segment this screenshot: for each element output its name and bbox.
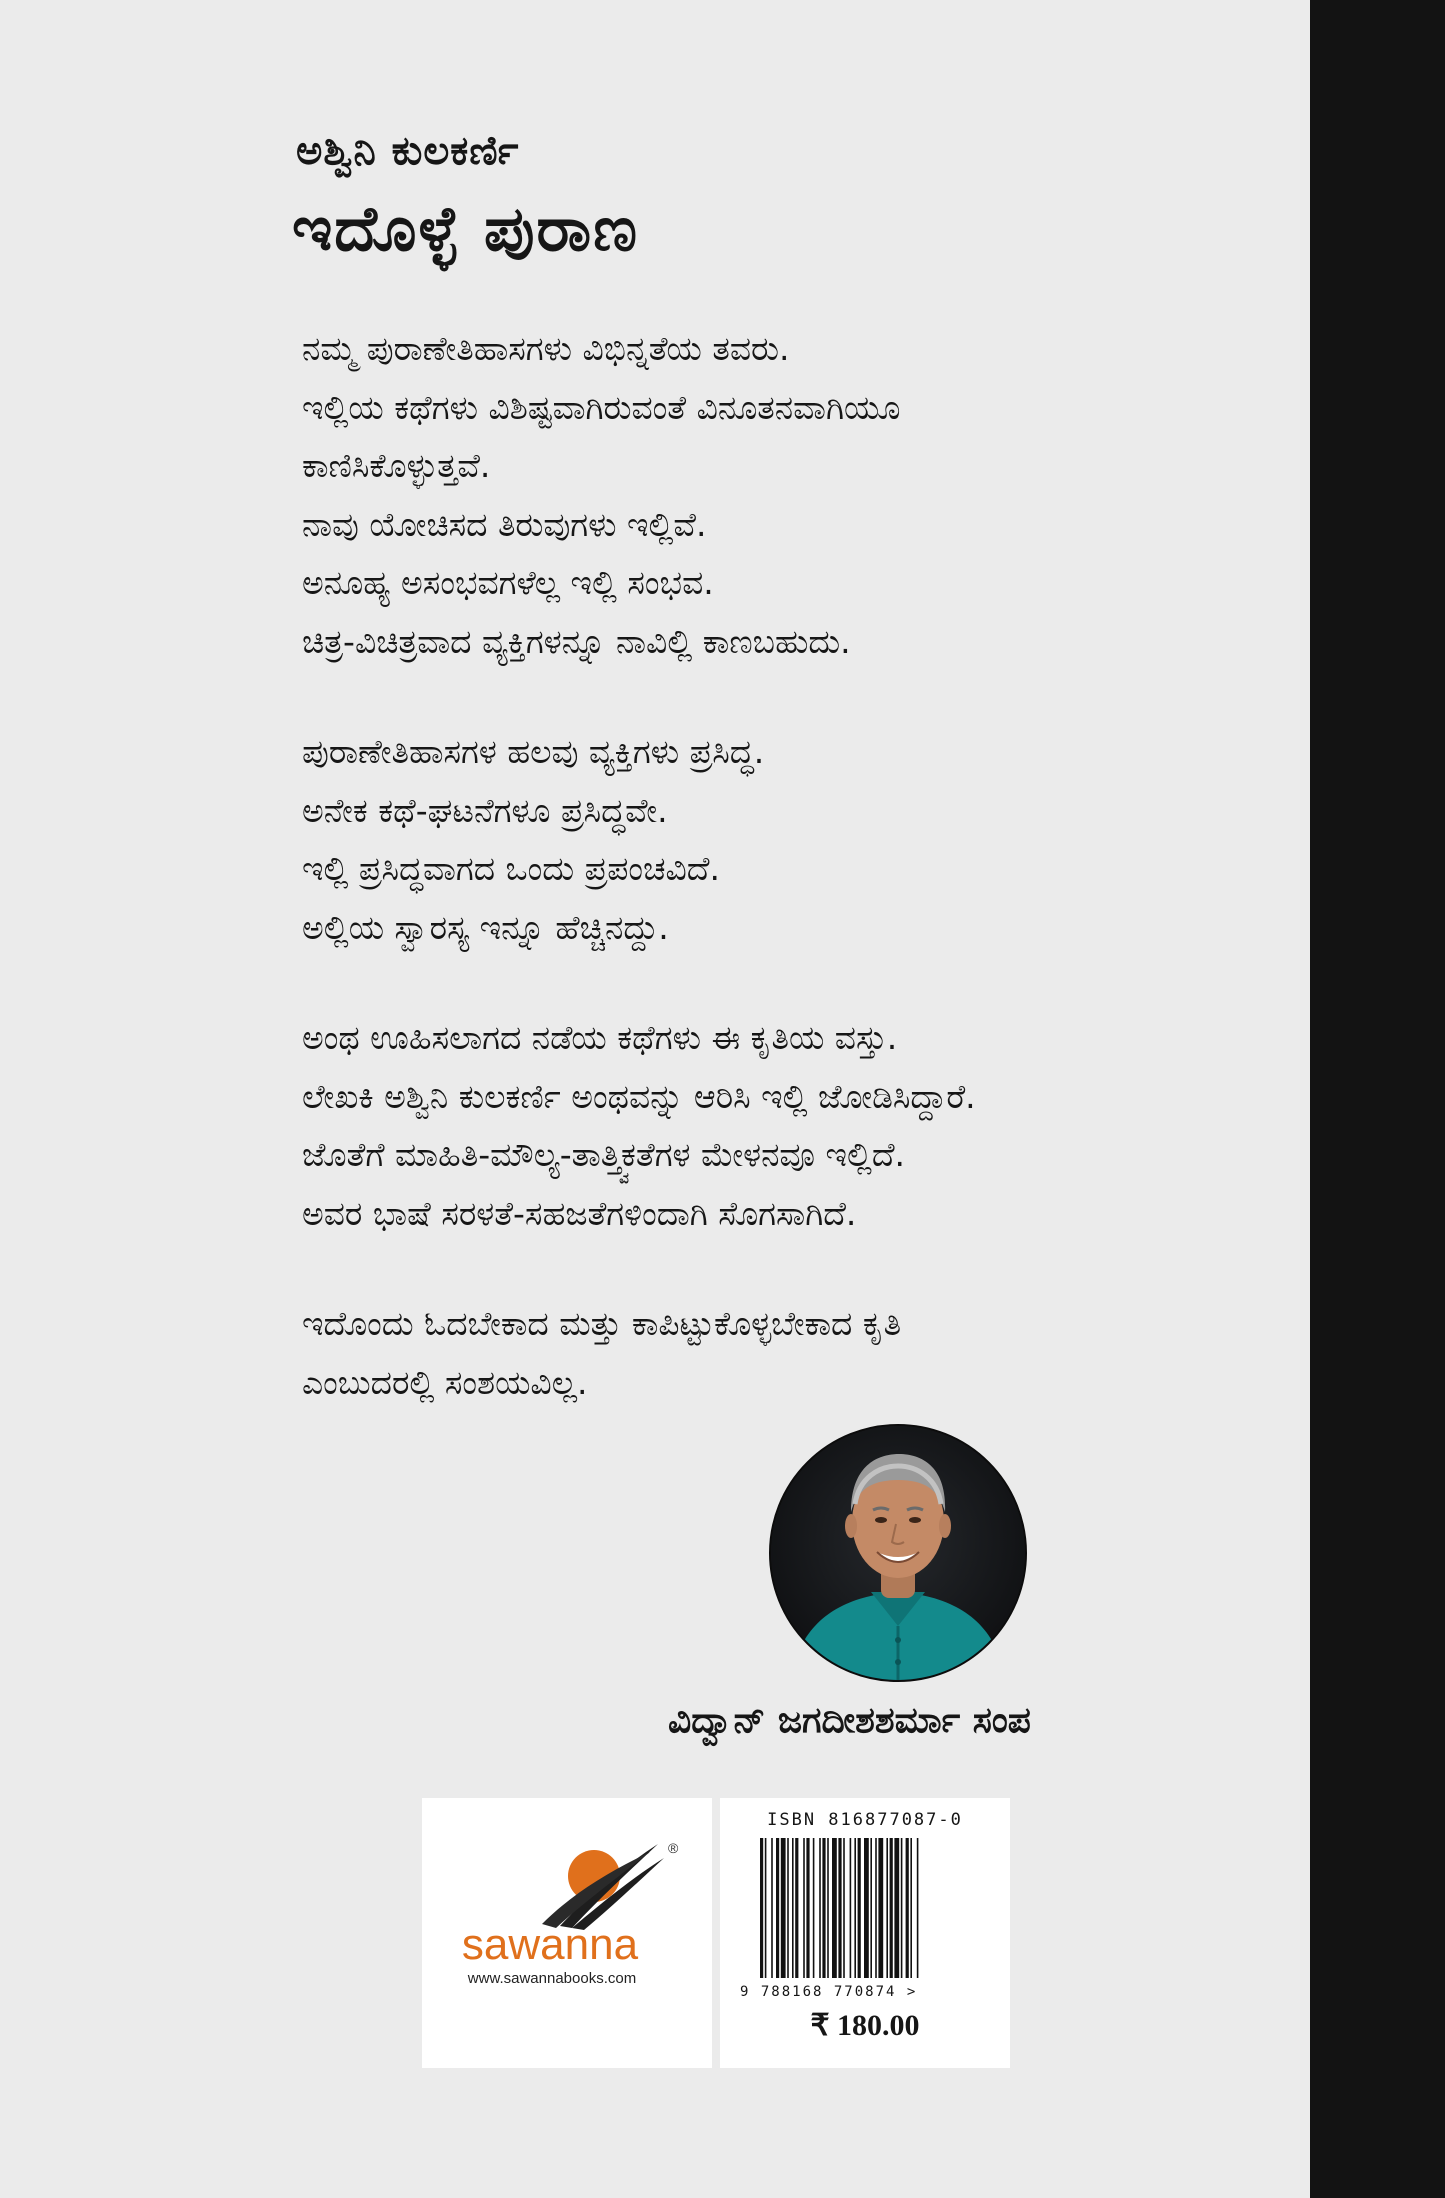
barcode-icon [720,1834,1010,1994]
blurb-line: ಜೊತೆಗೆ ಮಾಹಿತಿ-ಮೌಲ್ಯ-ತಾತ್ತ್ವಿಕತೆಗಳ ಮೇಳನವೂ ಇಲ್ಲಿದೆ. [302,1135,906,1174]
reviewer-name: ವಿದ್ವಾನ್ ಜಗದೀಶಶರ್ಮಾ ಸಂಪ [668,1700,1031,1741]
blurb-paragraph [302,320,1202,671]
blurb-line: ಅನೂಹ್ಯ ಅಸಂಭವಗಳೆಲ್ಲ ಇಲ್ಲಿ ಸಂಭವ. [302,563,714,602]
registered-mark: ® [668,1840,679,1856]
back-cover-blurb [302,320,1202,1464]
blurb-line: ನಮ್ಮ ಪುರಾಣೇತಿಹಾಸಗಳು ವಿಭಿನ್ನತೆಯ ತವರು. [302,329,790,368]
blurb-line: ನಾವು ಯೋಚಿಸದ ತಿರುವುಗಳು ಇಲ್ಲಿವೆ. [302,504,707,544]
blurb-line: ಕಾಣಿಸಿಕೊಳ್ಳುತ್ತವೆ. [302,446,491,485]
book-spine [1310,0,1445,2198]
blurb-line: ಎಂಬುದರಲ್ಲಿ ಸಂಶಯವಿಲ್ಲ. [302,1362,588,1402]
book-price: ₹ 180.00 [810,2009,920,2042]
barcode-panel [720,1798,1010,2068]
blurb-paragraph [302,1009,1202,1243]
blurb-line: ಲೇಖಕಿ ಅಶ್ವಿನಿ ಕುಲಕರ್ಣಿ ಅಂಥವನ್ನು ಆರಿಸಿ ಇಲ್ಲಿ ಜೋಡಿಸಿದ್ದಾರೆ. [302,1076,976,1116]
blurb-line: ಇದೊಂದು ಓದಬೇಕಾದ ಮತ್ತು ಕಾಪಿಟ್ಟುಕೊಳ್ಳಬೇಕಾದ ಕೃತಿ [302,1304,902,1343]
publisher-logo-panel [422,1798,712,2068]
ean-number: 9 788168 770874 > [740,1984,918,2000]
blurb-paragraph [302,723,1202,957]
publisher-website: www.sawannabooks.com [467,1970,637,1987]
reviewer-portrait-icon [771,1426,1025,1680]
reviewer-photo [769,1424,1027,1682]
blurb-line: ಇಲ್ಲಿ ಪ್ರಸಿದ್ಧವಾಗದ ಒಂದು ಪ್ರಪಂಚವಿದೆ. [302,849,720,888]
blurb-line: ಪುರಾಣೇತಿಹಾಸಗಳ ಹಲವು ವ್ಯಕ್ತಿಗಳು ಪ್ರಸಿದ್ಧ. [302,732,765,771]
isbn-number: ISBN 816877087-0 [767,1810,963,1830]
sun-swoosh-logo-icon [422,1798,712,1938]
blurb-line: ಅವರ ಭಾಷೆ ಸರಳತೆ-ಸಹಜತೆಗಳಿಂದಾಗಿ ಸೊಗಸಾಗಿದೆ. [302,1193,857,1233]
blurb-line: ಇಲ್ಲಿಯ ಕಥೆಗಳು ವಿಶಿಷ್ಟವಾಗಿರುವಂತೆ ವಿನೂತನವಾಗಿಯೂ [302,387,901,427]
blurb-paragraph [302,1295,1202,1412]
blurb-line: ಚಿತ್ರ-ವಿಚಿತ್ರವಾದ ವ್ಯಕ್ತಿಗಳನ್ನೂ ನಾವಿಲ್ಲಿ ಕಾಣಬಹುದು. [302,621,851,661]
blurb-line: ಅಂಥ ಊಹಿಸಲಾಗದ ನಡೆಯ ಕಥೆಗಳು ಈ ಕೃತಿಯ ವಸ್ತು. [302,1018,898,1057]
publisher-name: sawanna [461,1920,639,1969]
book-title: ಇದೊಳ್ಳೆ ಪುರಾಣ [292,192,640,265]
blurb-line: ಅಲ್ಲಿಯ ಸ್ವಾರಸ್ಯ ಇನ್ನೂ ಹೆಚ್ಚಿನದ್ದು. [302,907,669,947]
author-name: ಅಶ್ವಿನಿ ಕುಲಕರ್ಣಿ [296,128,520,174]
blurb-line: ಅನೇಕ ಕಥೆ-ಘಟನೆಗಳೂ ಪ್ರಸಿದ್ಧವೇ. [302,790,668,830]
